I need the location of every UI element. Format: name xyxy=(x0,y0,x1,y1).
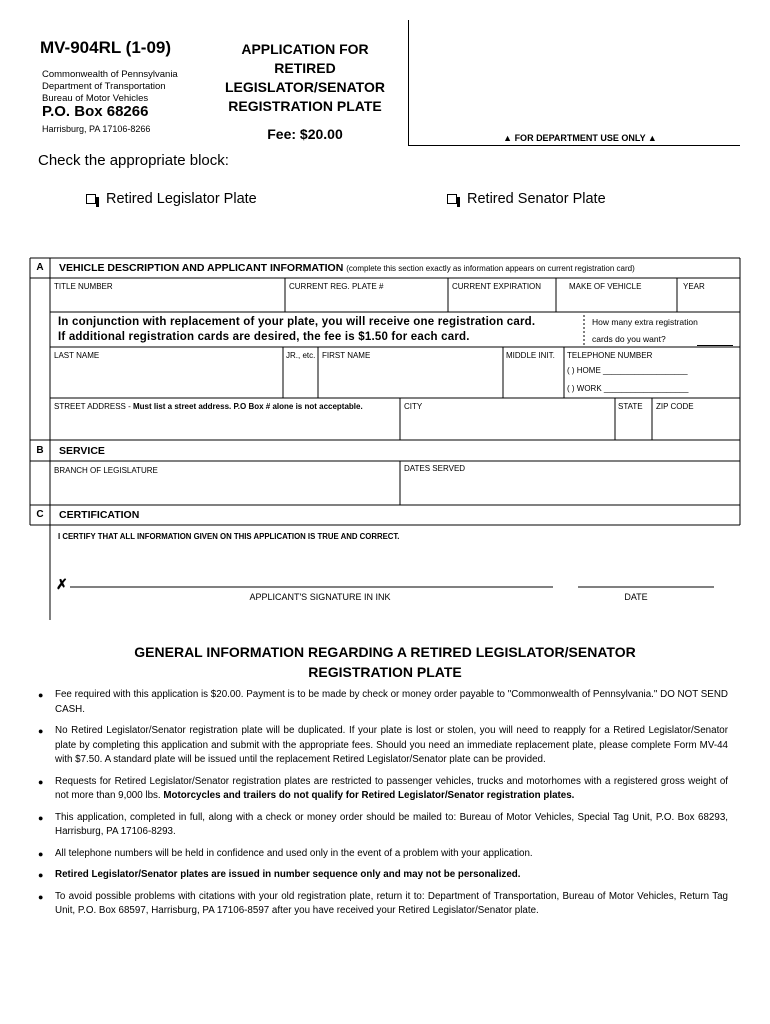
city-label: CITY xyxy=(404,402,423,411)
section-c-title: CERTIFICATION xyxy=(59,509,140,521)
extra-cards-line-2: cards do you want? xyxy=(592,334,666,344)
state-label: STATE xyxy=(618,402,643,411)
year-label: YEAR xyxy=(683,282,705,291)
legislator-option-label: Retired Legislator Plate xyxy=(106,191,257,207)
check-block-title: Check the appropriate block: xyxy=(38,152,229,169)
signature-field[interactable] xyxy=(70,572,553,588)
form-number: MV-904RL (1-09) xyxy=(40,38,172,57)
department-use-only: ▲ FOR DEPARTMENT USE ONLY ▲ xyxy=(503,133,657,143)
info-item: ● Requests for Retired Legislator/Senator registration plates are restricted to passenger vehicles, trucks and motorhomes with a registered gross weight of not more than 9,000 lbs. Motorcycles and trailers do not qualify for Retired Legislator/Senator registration plates. xyxy=(38,775,728,804)
section-c-letter: C xyxy=(36,509,44,520)
current-plate-label: CURRENT REG. PLATE # xyxy=(289,282,384,291)
work-phone-field[interactable]: ( ) WORK ___________________ xyxy=(567,384,689,393)
street-address-label xyxy=(54,402,363,411)
first-name-label: FIRST NAME xyxy=(322,351,371,360)
general-info-list xyxy=(38,688,728,926)
certify-statement: I CERTIFY THAT ALL INFORMATION GIVEN ON THIS APPLICATION IS TRUE AND CORRECT. xyxy=(58,532,400,541)
general-info-title-line-2: REGISTRATION PLATE xyxy=(308,664,462,680)
info-item: ● This application, completed in full, along with a check or money order should be mailed to: Bureau of Motor Vehicles, Special Tag Unit, P.O. Box 68293, Harrisburg, PA 17106-8293. xyxy=(38,811,728,840)
make-of-vehicle-label: MAKE OF VEHICLE xyxy=(569,282,642,291)
agency-line-1: Commonwealth of Pennsylvania xyxy=(42,69,178,80)
telephone-label: TELEPHONE NUMBER xyxy=(567,351,653,360)
home-phone-field[interactable]: ( ) HOME ___________________ xyxy=(567,366,688,375)
middle-initial-label: MIDDLE INIT. xyxy=(506,351,555,360)
zip-code-label: ZIP CODE xyxy=(656,402,694,411)
jr-label: JR., etc. xyxy=(286,351,316,360)
agency-line-2: Department of Transportation xyxy=(42,81,166,92)
po-box: P.O. Box 68266 xyxy=(42,103,149,120)
title-line-4: REGISTRATION PLATE xyxy=(228,98,382,114)
info-item: ● To avoid possible problems with citations with your old registration plate, return it to: Department of Transportation, Bureau of Motor Vehicles, Return Tag Unit, P.O. Box 68597, Harrisburg, PA 17106-8597 after you have received your Retired Legislator/Senator plate. xyxy=(38,890,728,919)
section-a-note: (complete this section exactly as information appears on current registration card) xyxy=(346,264,635,273)
date-field[interactable] xyxy=(578,572,714,588)
info-item: ● All telephone numbers will be held in confidence and used only in the event of a problem with your application. xyxy=(38,847,728,862)
agency-line-3: Bureau of Motor Vehicles xyxy=(42,93,149,104)
extra-cards-input[interactable] xyxy=(697,345,733,346)
info-item: ● Retired Legislator/Senator plates are issued in number sequence only and may not be personalized. xyxy=(38,868,728,883)
fee-label: Fee: $20.00 xyxy=(267,126,343,142)
city-line: Harrisburg, PA 17106-8266 xyxy=(42,124,151,134)
signature-mark: ✗ xyxy=(56,576,68,592)
title-line-3: LEGISLATOR/SENATOR xyxy=(225,79,385,95)
registration-notice-line-2: If additional registration cards are desired, the fee is $1.50 for each card. xyxy=(58,331,470,343)
section-b-letter: B xyxy=(36,445,44,456)
signature-label: APPLICANT'S SIGNATURE IN INK xyxy=(249,592,391,602)
section-a-title xyxy=(59,262,635,274)
general-info-title-line-1: GENERAL INFORMATION REGARDING A RETIRED LEGISLATOR/SENATOR xyxy=(134,644,636,660)
street-address-text: STREET ADDRESS - xyxy=(54,402,133,411)
title-line-1: APPLICATION FOR xyxy=(241,41,369,57)
senator-option-label: Retired Senator Plate xyxy=(467,191,606,207)
title-line-2: RETIRED xyxy=(274,60,336,76)
street-address-note: Must list a street address. P.O Box # alone is not acceptable. xyxy=(132,402,363,411)
current-expiration-label: CURRENT EXPIRATION xyxy=(452,282,542,291)
section-a-letter: A xyxy=(36,262,44,273)
date-label: DATE xyxy=(624,592,648,602)
registration-notice-line-1: In conjunction with replacement of your plate, you will receive one registration card. xyxy=(58,316,536,328)
info-item: ● Fee required with this application is $20.00. Payment is to be made by check or money order payable to "Commonwealth of Pennsylvania." DO NOT SEND CASH. xyxy=(38,688,728,717)
section-a-heading: VEHICLE DESCRIPTION AND APPLICANT INFORMATION xyxy=(59,262,344,274)
info-item: ● No Retired Legislator/Senator registration plate will be duplicated. If your plate is lost or stolen, you will need to reapply for a Retired Legislator/Senator plate by completing this application and submit with the appropriate fees. Should you need an immediate replacement plate, please complete Form MV-44 with $7.50. A standard plate will be issued until the replacement Retired Legislator/Senator plate can be provided. xyxy=(38,724,728,768)
dates-served-label: DATES SERVED xyxy=(404,464,466,473)
title-number-label: TITLE NUMBER xyxy=(54,282,113,291)
branch-label: BRANCH OF LEGISLATURE xyxy=(54,466,158,475)
last-name-label: LAST NAME xyxy=(54,351,100,360)
section-b-title: SERVICE xyxy=(59,445,105,457)
general-info-title xyxy=(60,642,710,682)
extra-cards-line-1: How many extra registration xyxy=(592,317,698,327)
